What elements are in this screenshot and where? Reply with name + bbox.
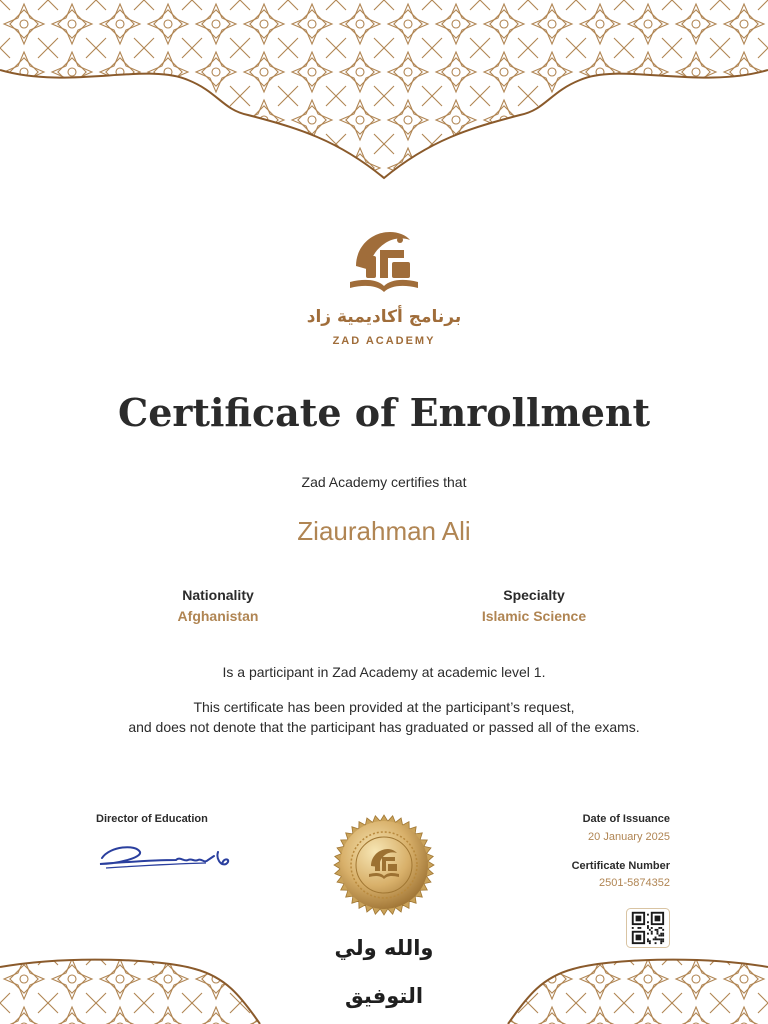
certificate-number-label: Certificate Number [571, 860, 670, 872]
qr-code-icon[interactable] [626, 908, 670, 948]
director-label: Director of Education [96, 813, 208, 825]
participation-text: Is a participant in Zad Academy at academic level 1. [222, 664, 546, 680]
closing-calligraphy: والله ولي التوفيق [334, 936, 434, 1008]
zad-logo-icon [344, 226, 424, 298]
disclaimer-line-2: and does not denote that the participant has graduated or passed all of the exams. [128, 719, 640, 735]
specialty-value: Islamic Science [481, 608, 587, 624]
recipient-name: Ziaurahman Ali [297, 516, 471, 546]
academy-english-name: ZAD ACADEMY [332, 335, 436, 347]
date-label: Date of Issuance [582, 813, 670, 825]
certificate-title: Certificate of Enrollment [117, 390, 651, 435]
nationality-value: Afghanistan [177, 608, 259, 624]
certifies-text: Zad Academy certifies that [301, 474, 467, 490]
signature-icon [96, 838, 236, 874]
top-ornament [0, 0, 768, 190]
certificate-number-value: 2501-5874352 [599, 877, 670, 889]
date-value: 20 January 2025 [588, 831, 670, 843]
specialty-label: Specialty [503, 587, 565, 603]
disclaimer-line-1: This certificate has been provided at the participant’s request, [193, 699, 575, 715]
nationality-label: Nationality [182, 587, 254, 603]
academy-arabic-name: برنامج أكاديمية زاد [306, 307, 462, 327]
gold-seal-icon [333, 814, 435, 916]
bottom-ornament [0, 955, 768, 1024]
